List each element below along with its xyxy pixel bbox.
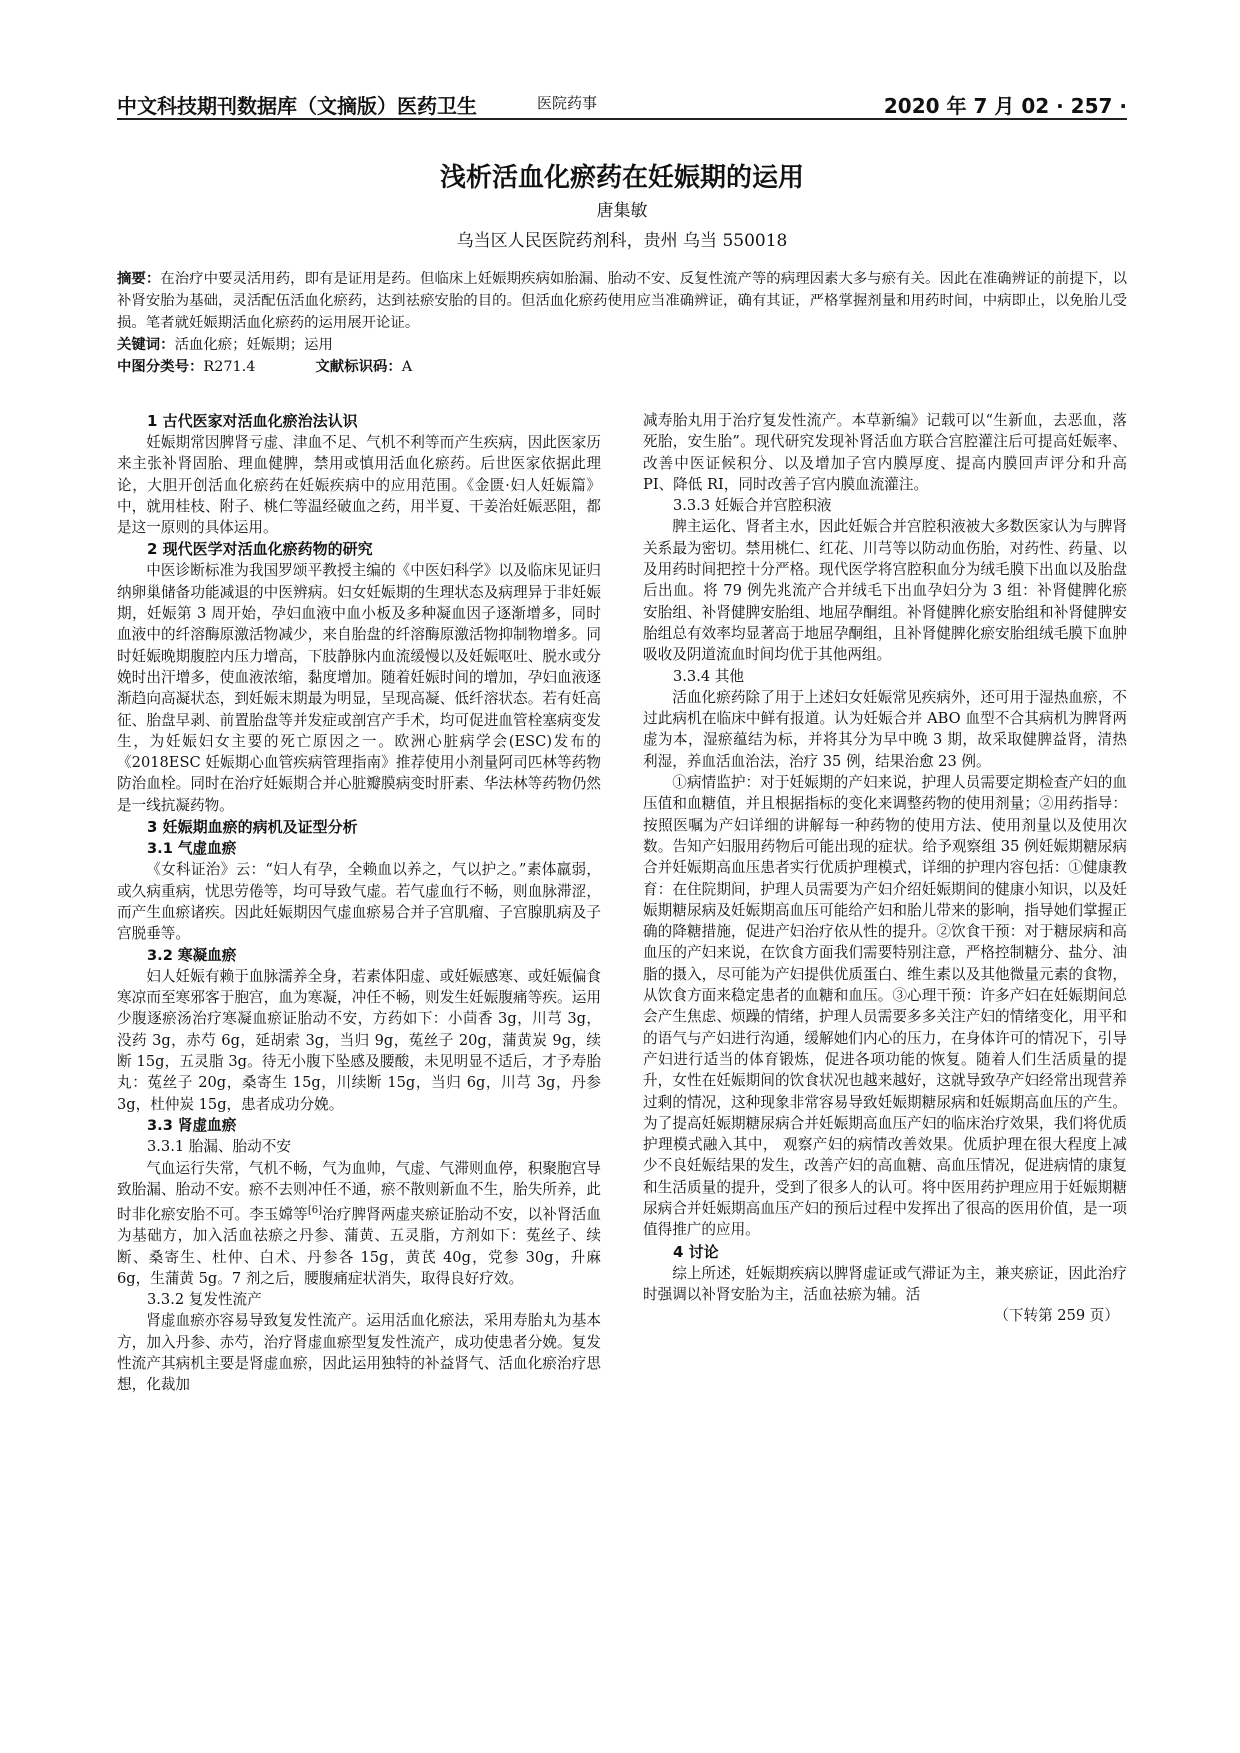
subsection-heading: 3.2 寒凝血瘀 <box>147 946 237 964</box>
keywords <box>117 334 1127 356</box>
abstract-label: 摘要： <box>117 271 161 287</box>
paragraph: 妇人妊娠有赖于血脉濡养全身，若素体阳虚、或妊娠感寒、或妊娠偏食寒凉而至寒邪客于胞宫，血为寒凝，冲任不畅，则发生妊娠腹痛等疾。运用少腹逐瘀汤治疗寒凝血瘀证胎动不安，方药如下：小茴香 3g，川芎 3g，没药 3g，赤芍 6g，延胡索 3g，当归 9g，菟丝子 20g，蒲黄炭 9g，续断 15g，五灵脂 3g。待无小腹下坠感及腰酸，未见明显不适后，才予寿胎丸：菟丝子 20g，桑寄生 15g，川续断 15g，当归 6g，川芎 3g，丹参 3g，杜仲炭 15g，患者成功分娩。 <box>117 967 601 1113</box>
running-header <box>117 90 1127 120</box>
doc-code-label: 文献标识码： <box>315 359 402 375</box>
right-column <box>643 410 1127 1326</box>
paragraph: 妊娠期常因脾肾亏虚、津血不足、气机不利等而产生疾病，因此医家历来主张补肾固胎、理血健脾，禁用或慎用活血化瘀药。后世医家依据此理论，大胆开创活血化瘀药在妊娠疾病中的应用范围。《金匮·妇人妊娠篇》中，就用桂枝、附子、桃仁等温经破血之药，用半夏、干姜治妊娠恶阻，都是这一原则的具体运用。 <box>117 434 601 537</box>
paragraph-part: 治疗脾肾两虚夹瘀证胎动不安，以补肾活血为基础方，加入活血祛瘀之丹参、蒲黄、五灵脂，方剂如下：菟丝子、续断、桑寄生、杜仲、白术、丹参各 15g，黄芪 40g，党参 30g，升麻 6g，生蒲黄 5g。7 剂之后，腰腹痛症状消失，取得良好疗效。 <box>117 1205 601 1287</box>
classification <box>117 356 1127 378</box>
section-name: 医院药事 <box>537 94 598 112</box>
paragraph <box>117 1158 601 1290</box>
left-column <box>117 410 601 1396</box>
citation: [6] <box>307 1205 323 1217</box>
paragraph: 综上所述，妊娠期疾病以脾肾虚证或气滞证为主，兼夹瘀证，因此治疗时强调以补肾安胎为主，活血祛瘀为辅。活 <box>643 1264 1127 1303</box>
abstract <box>117 268 1127 334</box>
article-title: 浅析活血化瘀药在妊娠期的运用 <box>439 163 804 193</box>
paragraph: 脾主运化、肾者主水，因此妊娠合并宫腔积液被大多数医家认为与脾肾关系最为密切。禁用桃仁、红花、川芎等以防动血伤胎，对药性、药量、以及用药时间把控十分严格。现代医学将宫腔积血分为绒毛膜下出血以及胎盘后出血。将 79 例先兆流产合并绒毛下出血孕妇分为 3 组：补肾健脾化瘀安胎组、补肾健脾安胎组、地屈孕酮组。补肾健脾化瘀安胎组和补肾健脾安胎组总有效率均显著高于地屈孕酮组，且补肾健脾化瘀安胎组绒毛膜下血肿吸收及阴道流血时间均优于其他两组。 <box>643 518 1127 664</box>
paragraph: 中医诊断标准为我国罗颂平教授主编的《中医妇科学》以及临床见证归纳卵巢储备功能减退的中医辨病。妇女妊娠期的生理状态及病理异于非妊娠期，妊娠第 3 周开始，孕妇血液中血小板及多种凝血因子逐渐增多，同时血液中的纤溶酶原激活物减少，来自胎盘的纤溶酶原激活物抑制物增多。同时妊娠晚期腹腔内压力增高，下肢静脉内血流缓慢以及妊娠呕吐、脱水或分娩时出汗增多，使血液浓缩，黏度增加。随着妊娠时间的增加，孕妇血液逐渐趋向高凝状态，到妊娠末期最为明显，呈现高凝、低纤溶状态。若有妊高征、胎盘早剥、前置胎盘等并发症或剖宫产手术，均可促进血管栓塞病变发生，为妊娠妇女主要的死亡原因之一。欧洲心脏病学会(ESC)发布的《2018ESC 妊娠期心血管疾病管理指南》推荐使用小剂量阿司匹林等药物防治血栓。同时在治疗妊娠期合并心脏瓣膜病变时肝素、华法林等药物仍然是一线抗凝药物。 <box>117 562 601 814</box>
article-affiliation: 乌当区人民医院药剂科，贵州 乌当 550018 <box>456 231 788 251</box>
section-heading: 3 妊娠期血瘀的病机及证型分析 <box>147 818 358 837</box>
journal-name: 中文科技期刊数据库（文摘版）医药卫生 <box>117 94 477 118</box>
section-heading: 1 古代医家对活血化瘀治法认识 <box>147 412 358 430</box>
paragraph: 肾虚血瘀亦容易导致复发性流产。运用活血化瘀法，采用寿胎丸为基本方，加入丹参、赤芍，治疗肾虚血瘀型复发性流产，成功使患者分娩。复发性流产其病机主要是肾虚血瘀，因此运用独特的补益肾气、活血化瘀治疗思想，化裁加 <box>117 1312 601 1394</box>
subsubsection-heading: 3.3.3 妊娠合并宫腔积液 <box>673 497 832 515</box>
abstract-block <box>117 268 1127 378</box>
paragraph: 活血化瘀药除了用于上述妇女妊娠常见疾病外，还可用于湿热血瘀，不过此病机在临床中鲜有报道。认为妊娠合并 ABO 血型不合其病机为脾肾两虚为本，湿瘀蕴结为标，并将其分为早中晚 3 期，故采取健脾益肾，清热利湿，养血活血治法，治疗 35 例，结果治愈 23 例。 <box>643 688 1127 770</box>
subsubsection-heading: 3.3.1 胎漏、胎动不安 <box>147 1138 291 1156</box>
clc-value: R271.4 <box>203 359 256 375</box>
paragraph: 《女科证治》云：“妇人有孕，全赖血以养之，气以护之。”素体羸弱，或久病重病，忧思劳倦等，均可导致气虚。若气虚血行不畅，则血脉滞涩，而产生血瘀诸疾。因此妊娠期因气虚血瘀易合并子宫肌瘤、子宫腺肌病及子宫脱垂等。 <box>117 861 601 943</box>
paragraph: ①病情监护：对于妊娠期的产妇来说，护理人员需要定期检查产妇的血压值和血糖值，并且根据指标的变化来调整药物的使用剂量；②用药指导：按照医嘱为产妇详细的讲解每一种药物的使用方法、使用剂量以及使用次数。告知产妇服用药物后可能出现的症状。给予观察组 35 例妊娠期糖尿病合并妊娠期高血压患者实行优质护理模式，详细的护理内容包括：①健康教育：在住院期间，护理人员需要为产妇介绍妊娠期间的健康小知识，以及妊娠期糖尿病及妊娠期高血压可能给产妇和胎儿带来的影响，指导她们掌握正确的降糖措施，促进产妇治疗依从性的提升。②饮食干预：对于糖尿病和高血压的产妇来说，在饮食方面我们需要特别注意，严格控制糖分、盐分、油脂的摄入，尽可能为产妇提供优质蛋白、维生素以及其他微量元素的食物，从饮食方面来稳定患者的血糖和血压。③心理干预：许多产妇在妊娠期间总会产生焦虑、烦躁的情绪，护理人员需要多多关注产妇的情绪变化，用平和的语气与产妇进行沟通，缓解她们内心的压力，在身体许可的情况下，引导产妇进行适当的体育锻炼，促进各项功能的恢复。随着人们生活质量的提升，女性在妊娠期间的饮食状况也越来越好，这就导致孕产妇经常出现营养过剩的情况，这种现象非常容易导致妊娠期糖尿病和妊娠期高血压的产生。为了提高妊娠期糖尿病合并妊娠期高血压产妇的临床治疗效果，我们将优质护理模式融入其中， 观察产妇的病情改善效果。优质护理在很大程度上减少不良妊娠结果的发生，改善产妇的高血糖、高血压情况，促进病情的康复和生活质量的提升，受到了很多人的认可。将中医用药护理应用于妊娠期糖尿病合并妊娠期高血压产妇的预后过程中发挥出了很高的医用价值，是一项值得推广的应用。 <box>643 774 1127 1239</box>
section-heading: 2 现代医学对活血化瘀药物的研究 <box>147 540 373 559</box>
subsection-heading: 3.3 肾虚血瘀 <box>147 1116 237 1134</box>
clc-label: 中图分类号： <box>117 359 204 375</box>
section-heading: 4 讨论 <box>673 1242 719 1261</box>
subsubsection-heading: 3.3.4 其他 <box>673 667 744 685</box>
article-author: 唐集敏 <box>596 201 648 221</box>
paragraph-part: 气血运行失常，气机不畅，气为血帅，气虚、气滞则血停，积聚胞宫导致胎漏、胎动不安。瘀不去则冲任不通，瘀不散则新血不生，胎失所养，此时非化瘀安胎不可。李玉嫦等 <box>117 1159 601 1223</box>
keywords-label: 关键词： <box>117 337 175 353</box>
doc-code-value: A <box>401 359 413 375</box>
abstract-text: 在治疗中要灵活用药，即有是证用是药。但临床上妊娠期疾病如胎漏、胎动不安、反复性流产等的病理因素大多与瘀有关。因此在准确辨证的前提下，以补肾安胎为基础，灵活配伍活血化瘀药，达到祛瘀安胎的目的。但活血化瘀药使用应当准确辨证，确有其证，严格掌握剂量和用药时间，中病即止，以免胎儿受损。笔者就妊娠期活血化瘀药的运用展开论证。 <box>117 271 1127 331</box>
subsubsection-heading: 3.3.2 复发性流产 <box>147 1291 262 1309</box>
subsection-heading: 3.1 气虚血瘀 <box>147 840 237 858</box>
issue-page: 2020 年 7 月 02 · 257 · <box>883 94 1127 118</box>
paragraph: 减寿胎丸用于治疗复发性流产。本草新编》记载可以“生新血，去恶血，落死胎，安生胎”。现代研究发现补肾活血方联合宫腔灌注后可提高妊娠率、改善中医证候积分、以及增加子宫内膜厚度、提高内膜回声评分和升高 PI、降低 RI，同时改善子宫内膜血流灌注。 <box>643 412 1127 493</box>
header-rule <box>117 118 1127 120</box>
continued-note: （下转第 259 页） <box>994 1307 1119 1325</box>
keywords-text: 活血化瘀；妊娠期；运用 <box>174 337 333 353</box>
